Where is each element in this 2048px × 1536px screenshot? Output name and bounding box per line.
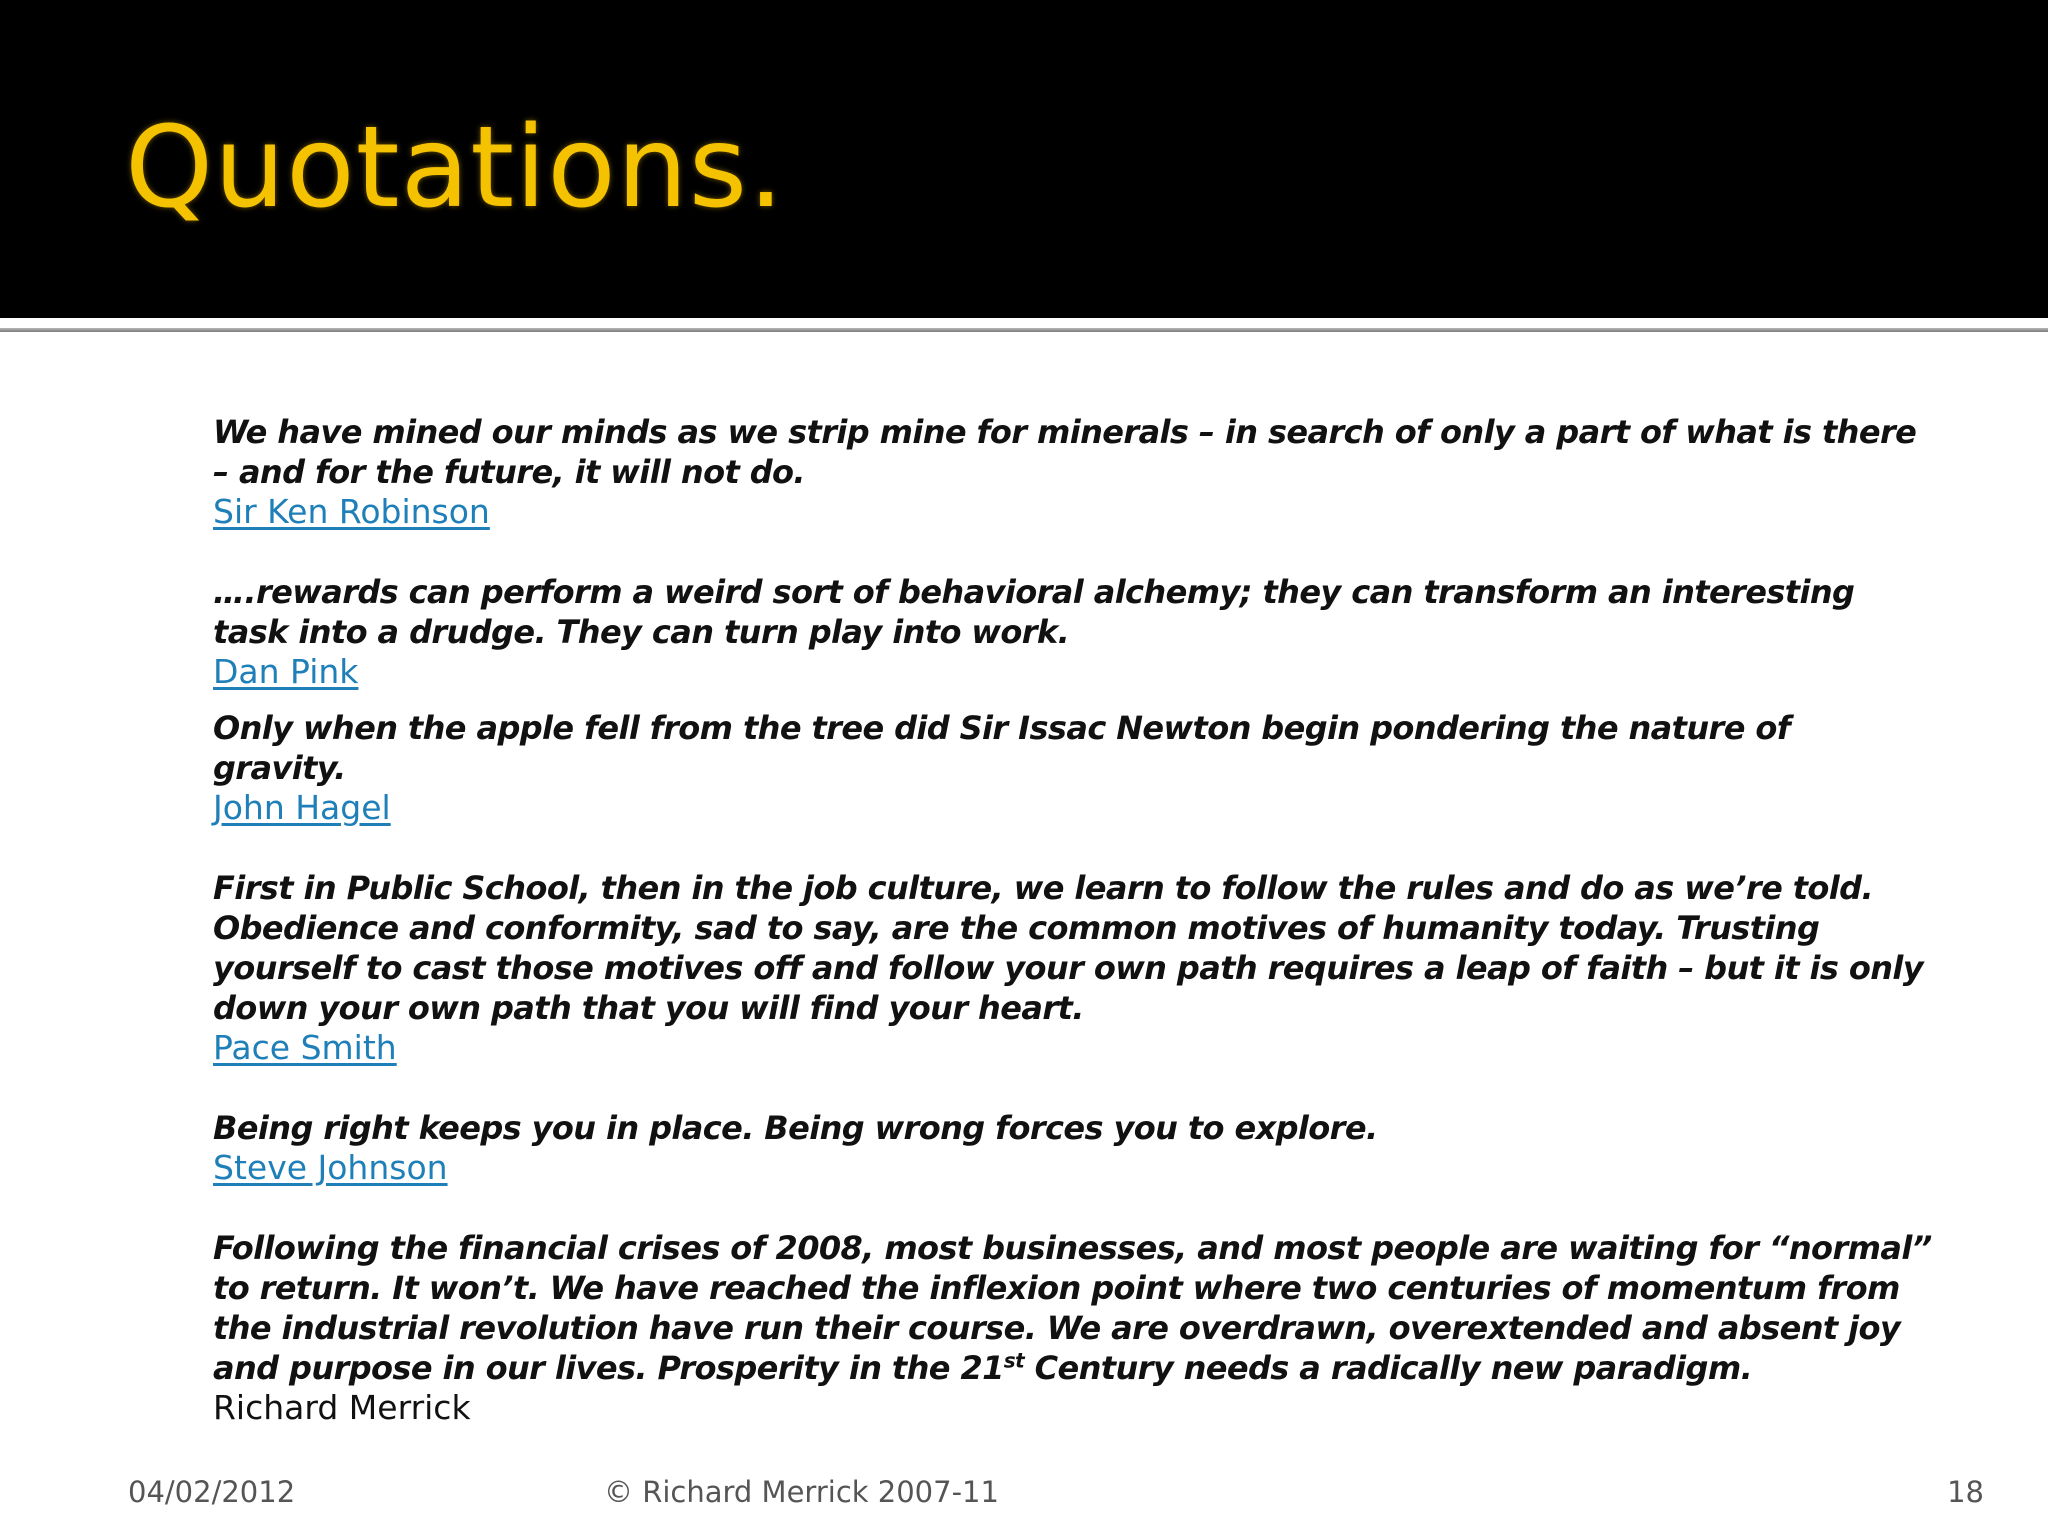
- quote-author-link[interactable]: Sir Ken Robinson: [213, 492, 490, 531]
- footer-copyright: © Richard Merrick 2007-11: [604, 1475, 999, 1509]
- quote-text: [213, 1228, 1933, 1388]
- spacer: [213, 828, 1933, 868]
- quote-item: [213, 412, 1933, 532]
- quote-item: [213, 868, 1933, 1068]
- quote-text-part: Century needs a radically new paradigm.: [1024, 1349, 1753, 1387]
- quote-author-link[interactable]: John Hagel: [213, 788, 391, 827]
- quote-text: We have mined our minds as we strip mine for minerals – in search of only a part of what is there – and for the future, it will not do.: [213, 413, 1917, 491]
- quote-text-part: Following the financial crises of 2008, most businesses, and most people are waiting for “normal” to return. It won’t. We have reached the inflexion point where two centuries of momentum from the industrial revolution have run their course. We are overdrawn, overextended and absent joy and purpose in our lives. Prosperity in the 21: [213, 1229, 1932, 1387]
- quote-author-link[interactable]: Steve Johnson: [213, 1148, 448, 1187]
- title-divider: [0, 328, 2048, 332]
- quote-item: [213, 572, 1933, 692]
- quote-text: Being right keeps you in place. Being wrong forces you to explore.: [213, 1109, 1378, 1147]
- ordinal-suffix: st: [1003, 1348, 1025, 1373]
- spacer: [213, 1068, 1933, 1108]
- spacer: [213, 1188, 1933, 1228]
- quote-text: Only when the apple fell from the tree did Sir Issac Newton begin pondering the nature of gravity.: [213, 709, 1791, 787]
- quote-author-link[interactable]: Pace Smith: [213, 1028, 397, 1067]
- spacer: [213, 532, 1933, 572]
- quote-item: [213, 1228, 1933, 1428]
- quote-text: ….rewards can perform a weird sort of behavioral alchemy; they can transform an interesting task into a drudge. They can turn play into work.: [213, 573, 1855, 651]
- quotes-list: [213, 412, 1933, 1428]
- quote-item: [213, 708, 1933, 828]
- quote-author-link[interactable]: Dan Pink: [213, 652, 359, 691]
- title-divider-highlight: [0, 318, 2048, 328]
- quote-text: First in Public School, then in the job culture, we learn to follow the rules and do as we’re told. Obedience and conformity, sad to say, are the common motives of humanity today. Trusting yourself to cast those motives off and follow your own path requires a leap of faith – but it is only down your own path that you will find your heart.: [213, 869, 1924, 1027]
- spacer: [213, 692, 1933, 708]
- slide-number: 18: [1947, 1475, 1984, 1509]
- footer-date: 04/02/2012: [128, 1475, 296, 1509]
- slide-title: Quotations.: [125, 103, 785, 233]
- quote-item: [213, 1108, 1933, 1188]
- quote-author: Richard Merrick: [213, 1388, 471, 1427]
- title-band: [0, 0, 2048, 318]
